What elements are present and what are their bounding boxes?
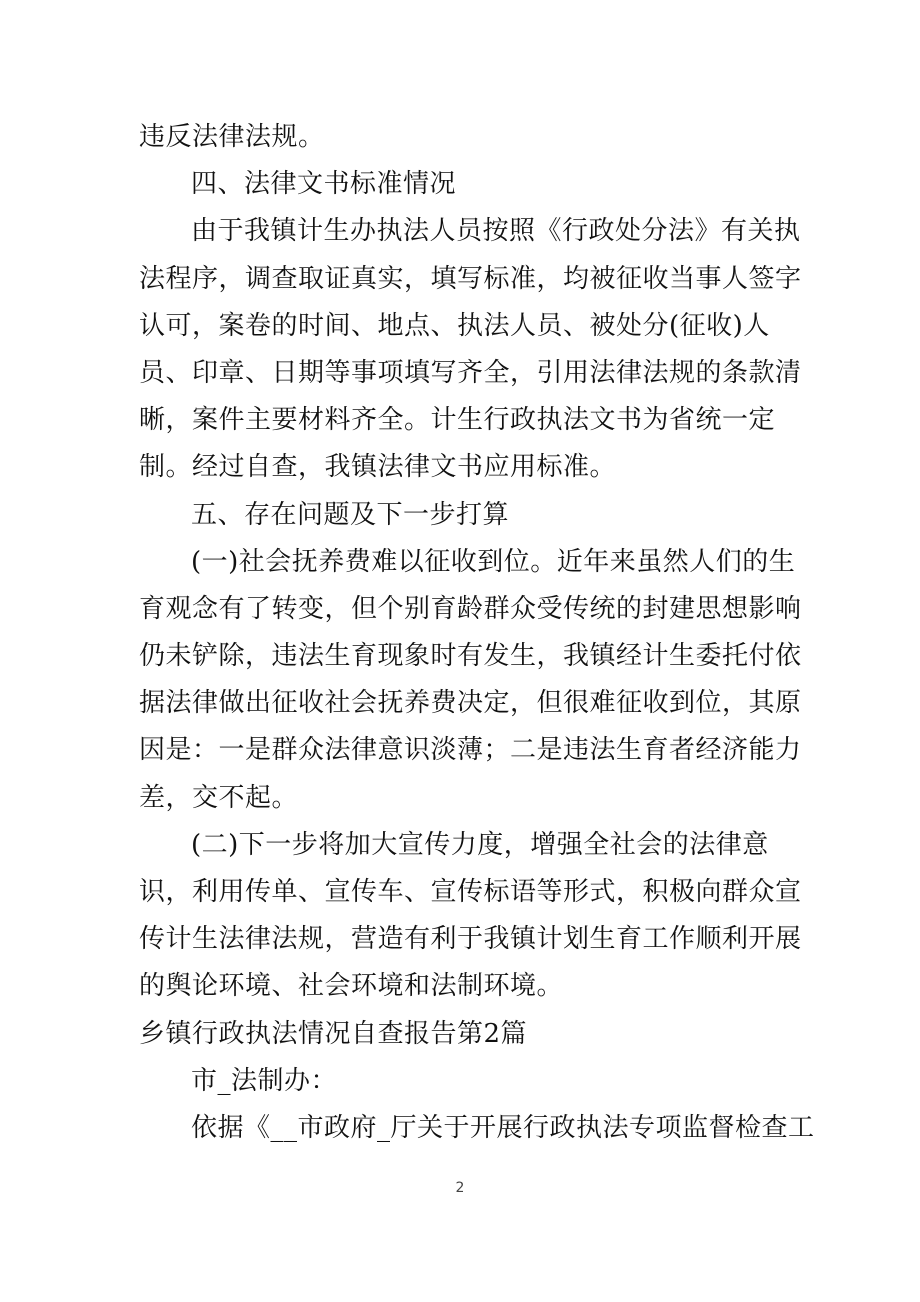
text-line: 识，利用传单、宣传车、宣传标语等形式，积极向群众宣: [139, 877, 802, 907]
text-line: 四、法律文书标准情况: [191, 169, 457, 200]
text-line: 法程序，调查取证真实，填写标准，均被征收当事人签字: [139, 263, 802, 294]
text-line: 五、存在问题及下一步打算: [191, 499, 510, 530]
text-line: 员、印章、日期等事项填写齐全，引用法律法规的条款清: [139, 357, 802, 388]
text-line: 晰，案件主要材料齐全。计生行政执法文书为省统一定: [139, 405, 776, 436]
text-line: 的舆论环境、社会环境和法制环境。: [139, 971, 564, 1002]
text-line: 依据《__市政府_厅关于开展行政执法专项监督检查工: [191, 1112, 815, 1143]
text-line: 认可，案卷的时间、地点、执法人员、被处分(征收)人: [139, 310, 770, 341]
text-line: 市_法制办：: [191, 1065, 338, 1096]
text-line: 仍未铲除，违法生育现象时有发生，我镇经计生委托付依: [139, 641, 802, 672]
text-line: 违反法律法规。: [139, 122, 325, 152]
text-line: (一)社会抚养费难以征收到位。近年来虽然人们的生: [191, 546, 796, 577]
page-number: 2: [455, 1180, 465, 1196]
text-line: 据法律做出征收社会抚养费决定，但很难征收到位，其原: [139, 688, 802, 719]
text-line: 由于我镇计生办执法人员按照《行政处分法》有关执: [191, 216, 801, 247]
text-line: 制。经过自查，我镇法律文书应用标准。: [139, 452, 617, 483]
document-body: [139, 114, 815, 1152]
text-line: 因是：一是群众法律意识淡薄；二是违法生育者经济能力: [139, 735, 802, 766]
text-line: 育观念有了转变，但个别育龄群众受传统的封建思想影响: [139, 593, 802, 624]
text-line: 差，交不起。: [139, 782, 299, 813]
text-line: (二)下一步将加大宣传力度，增强全社会的法律意: [191, 829, 769, 860]
text-line: 乡镇行政执法情况自查报告第2篇: [139, 1018, 528, 1049]
text-line: 传计生法律法规，营造有利于我镇计划生育工作顺利开展: [139, 924, 802, 955]
